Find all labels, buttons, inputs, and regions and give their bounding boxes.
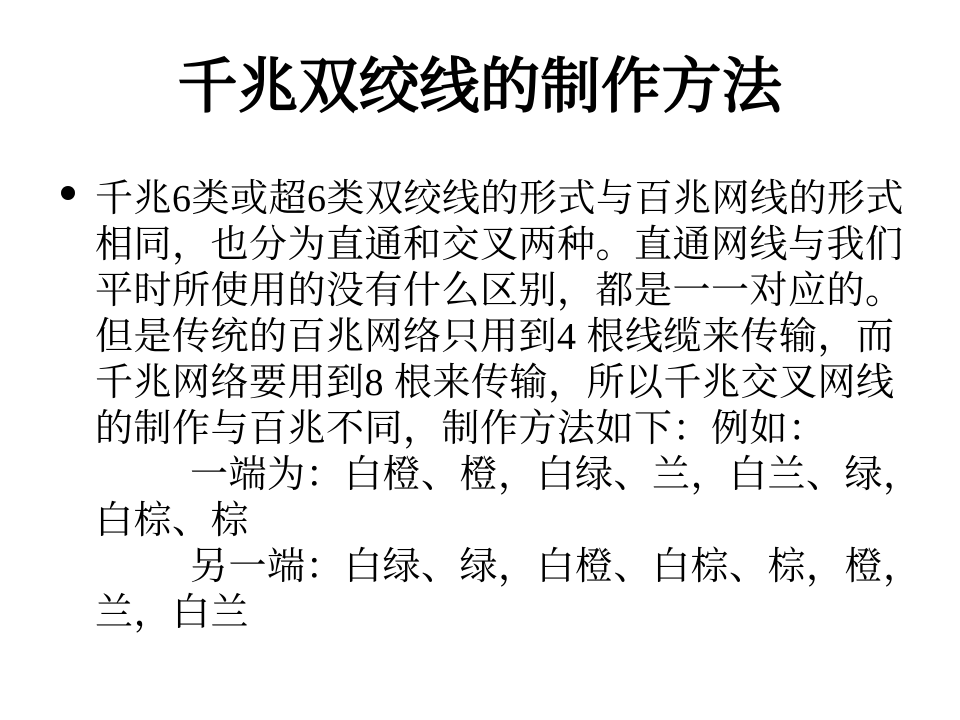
- body-line: 兰，白兰: [95, 592, 250, 634]
- body-line: 白棕、棕: [95, 500, 250, 542]
- body-line: 另一端：白绿、绿，白橙、白棕、棕，橙，: [190, 546, 922, 588]
- body-line: 千兆6类或超6类双绞线的形式与百兆网线的形式: [95, 178, 905, 220]
- body-line: 一端为：白橙、橙，白绿、兰，白兰、绿，: [190, 454, 922, 496]
- body-line: 千兆网络要用到8 根来传输，所以千兆交叉网线: [95, 362, 895, 404]
- slide-title: 千兆双绞线的制作方法: [177, 54, 783, 120]
- body-line: 相同，也分为直通和交叉两种。直通网线与我们: [95, 224, 904, 266]
- body-line: 平时所使用的没有什么区别，都是一一对应的。: [95, 270, 904, 312]
- body-line: 的制作与百兆不同，制作方法如下：例如：: [95, 408, 827, 450]
- bullet-icon: [61, 186, 75, 200]
- slide-body: [95, 176, 925, 636]
- body-line: 但是传统的百兆网络只用到4 根线缆来传输，而: [95, 316, 895, 358]
